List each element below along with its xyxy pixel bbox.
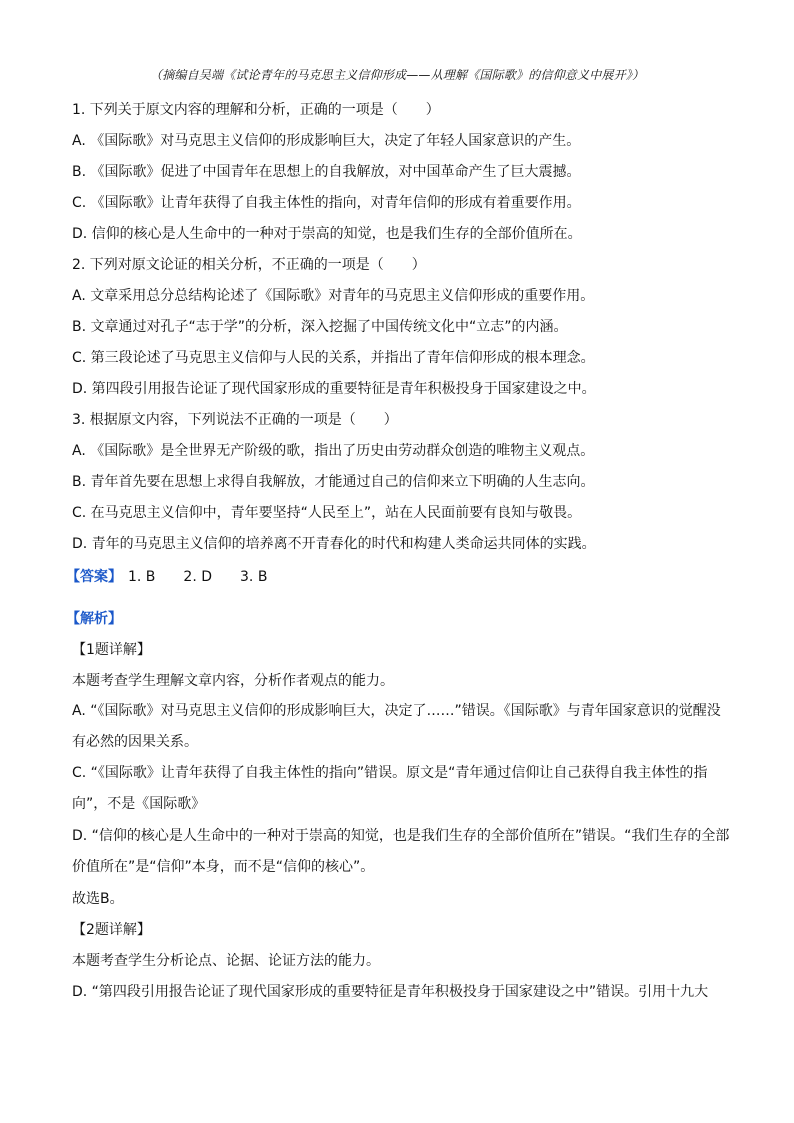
question-3-stem: 3. 根据原文内容，下列说法不正确的一项是（ ） <box>72 412 398 428</box>
q2-intro: 本题考查学生分析论点、论据、论证方法的能力。 <box>72 953 380 969</box>
question-1-option-a: A. 《国际歌》对马克思主义信仰的形成影响巨大，决定了年轻人国家意识的产生。 <box>72 133 581 149</box>
answer-items <box>128 569 295 585</box>
question-3-option-b: B. 青年首先要在思想上求得自我解放，才能通过自己的信仰来立下明确的人生志向。 <box>72 474 595 490</box>
q1-intro: 本题考查学生理解文章内容，分析作者观点的能力。 <box>72 673 394 689</box>
q1-analysis-d: D. “信仰的核心是人生命中的一种对于崇高的知觉，也是我们生存的全部价值所在”错误。“我们生存的全部价值所在”是“信仰”本身，而不是“信仰的核心”。 <box>72 828 730 875</box>
q1-analysis-c: C. “《国际歌》让青年获得了自我主体性的指向”错误。原文是“青年通过信仰让自己获得自我主体性的指向”，不是《国际歌》 <box>72 765 708 812</box>
answer-item-3: 3. B <box>240 569 268 585</box>
question-1-option-c: C. 《国际歌》让青年获得了自我主体性的指向，对青年信仰的形成有着重要作用。 <box>72 195 581 211</box>
answer-item-1: 1. B <box>128 569 156 585</box>
q1-conclusion: 故选B。 <box>72 891 124 907</box>
question-3-option-d: D. 青年的马克思主义信仰的培养离不开青春化的时代和构建人类命运共同体的实践。 <box>72 536 596 552</box>
question-3-option-c: C. 在马克思主义信仰中，青年要坚持“人民至上”，站在人民面前要有良知与敬畏。 <box>72 505 582 521</box>
question-2-option-d: D. 第四段引用报告论证了现代国家形成的重要特征是青年积极投身于国家建设之中。 <box>72 381 596 397</box>
question-1-option-d: D. 信仰的核心是人生命中的一种对于崇高的知觉，也是我们生存的全部价值所在。 <box>72 226 582 242</box>
answer-item-2: 2. D <box>183 569 213 585</box>
answer-line <box>66 567 726 587</box>
source-citation: （摘编自吴端《试论青年的马克思主义信仰形成——从理解《国际歌》的信仰意义中展开》） <box>150 68 645 82</box>
question-2-option-c: C. 第三段论述了马克思主义信仰与人民的关系，并指出了青年信仰形成的根本理念。 <box>72 350 595 366</box>
question-2-option-b: B. 文章通过对孔子“志于学”的分析，深入挖掘了中国传统文化中“立志”的内涵。 <box>72 319 568 335</box>
q1-analysis-a: A. “《国际歌》对马克思主义信仰的形成影响巨大，决定了……”错误。《国际歌》与青年国家意识的觉醒没有必然的因果关系。 <box>72 703 721 750</box>
q2-analysis-d: D. “第四段引用报告论证了现代国家形成的重要特征是青年积极投身于国家建设之中”错误。引用十九大 <box>72 984 709 1000</box>
q1-detail-heading: 【1题详解】 <box>72 642 151 658</box>
question-3-option-a: A. 《国际歌》是全世界无产阶级的歌，指出了历史由劳动群众创造的唯物主义观点。 <box>72 443 595 459</box>
question-1-stem: 1. 下列关于原文内容的理解和分析，正确的一项是（ ） <box>72 102 440 118</box>
q2-detail-heading: 【2题详解】 <box>72 922 151 938</box>
question-2-option-a: A. 文章采用总分总结构论述了《国际歌》对青年的马克思主义信仰形成的重要作用。 <box>72 288 595 304</box>
question-2-stem: 2. 下列对原文论证的相关分析，不正确的一项是（ ） <box>72 257 426 273</box>
analysis-label: 【解析】 <box>66 611 122 627</box>
answer-label: 【答案】 <box>66 569 122 585</box>
question-1-option-b: B. 《国际歌》促进了中国青年在思想上的自我解放，对中国革命产生了巨大震撼。 <box>72 164 581 180</box>
